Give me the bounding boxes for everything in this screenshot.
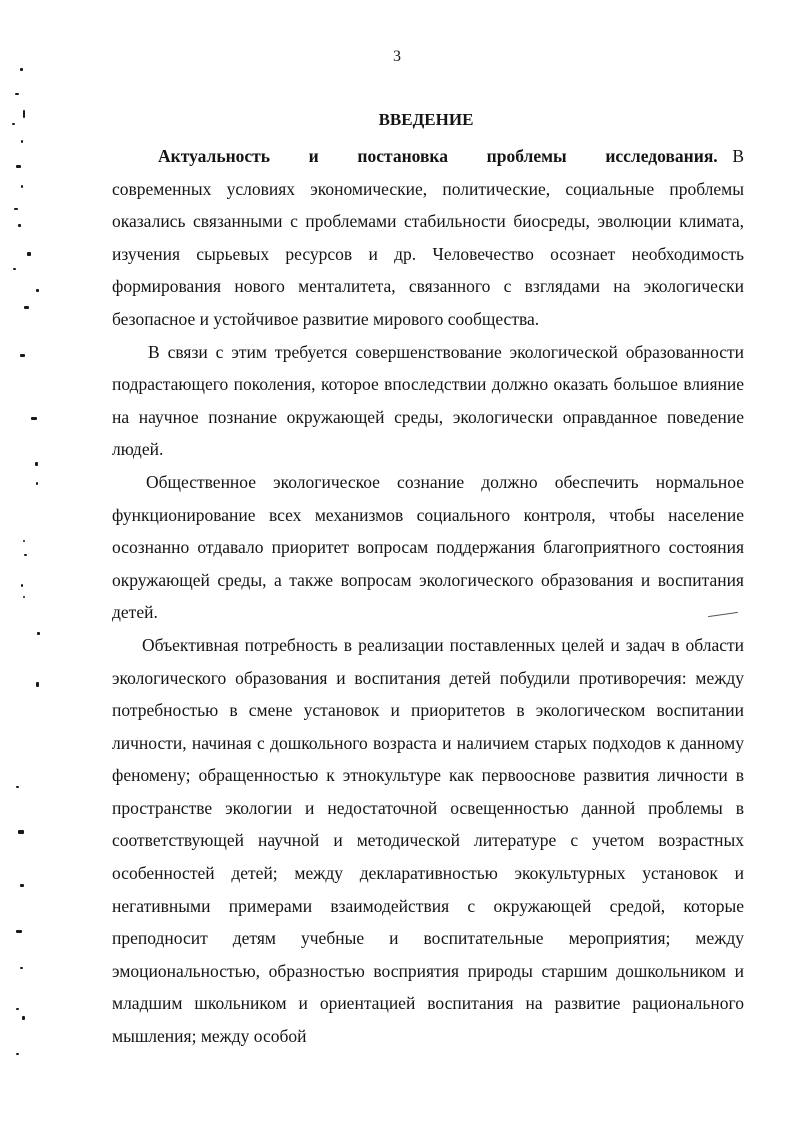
paragraph-contradictions: Объективная потребность в реализации поставленных целей и задач в области экологического образования и воспитания детей побудили противоречия: между потребностью в смене установок и приоритетов в экологическом воспитании личности, начиная с дошкольного возраста и наличием старых подходов к данному феномену; обращенностью к этнокультуре как первооснове развития личности в пространстве экологии и недостаточной освещенностью данной проблемы в соответствующей научной и методической литературе с учетом возрастных особенностей детей; между декларативностью экокультурных установок и негативными примерами взаимодействия с окружающей средой, которые преподносит детям учебные и воспитательные мероприятия; между эмоциональностью, образностью восприятия природы старшим дошкольником и младшим школьником и ориентацией воспитания на развитие рационального мышления; между особой [112, 634, 744, 1047]
scan-margin-artifacts [0, 0, 60, 1131]
section-heading: ВВЕДЕНИЕ [378, 110, 474, 129]
paragraph-improvement: В связи с этим требуется совершенствование экологической образованности подрастающего поколения, которое впоследствии должно оказать большое влияние на научное познание окружающей среды, экологически оправданное поведение людей. [112, 341, 744, 460]
paragraph-relevance [112, 140, 744, 336]
paragraph-relevance-text: В современных условиях экономические, политические, социальные проблемы оказались связанными с проблемами стабильности биосреды, эволюции климата, изучения сырьевых ресурсов и др. Человечество осознает необходимость формирования нового менталитета, связанного с взглядами на экологически безопасное и устойчивое развитие мирового сообщества. [112, 146, 744, 329]
paragraph-lead-bold: Актуальность и постановка проблемы исследования. [158, 146, 718, 166]
document-body [112, 140, 744, 1053]
page-number: 3 [393, 48, 401, 65]
paragraph-public-consciousness: Общественное экологическое сознание должно обеспечить нормальное функционирование всех механизмов социального контроля, чтобы население осознанно отдавало приоритет вопросам поддержания благоприятного состояния окружающей среды, а также вопросам экологического образования и воспитания детей. [112, 471, 744, 623]
